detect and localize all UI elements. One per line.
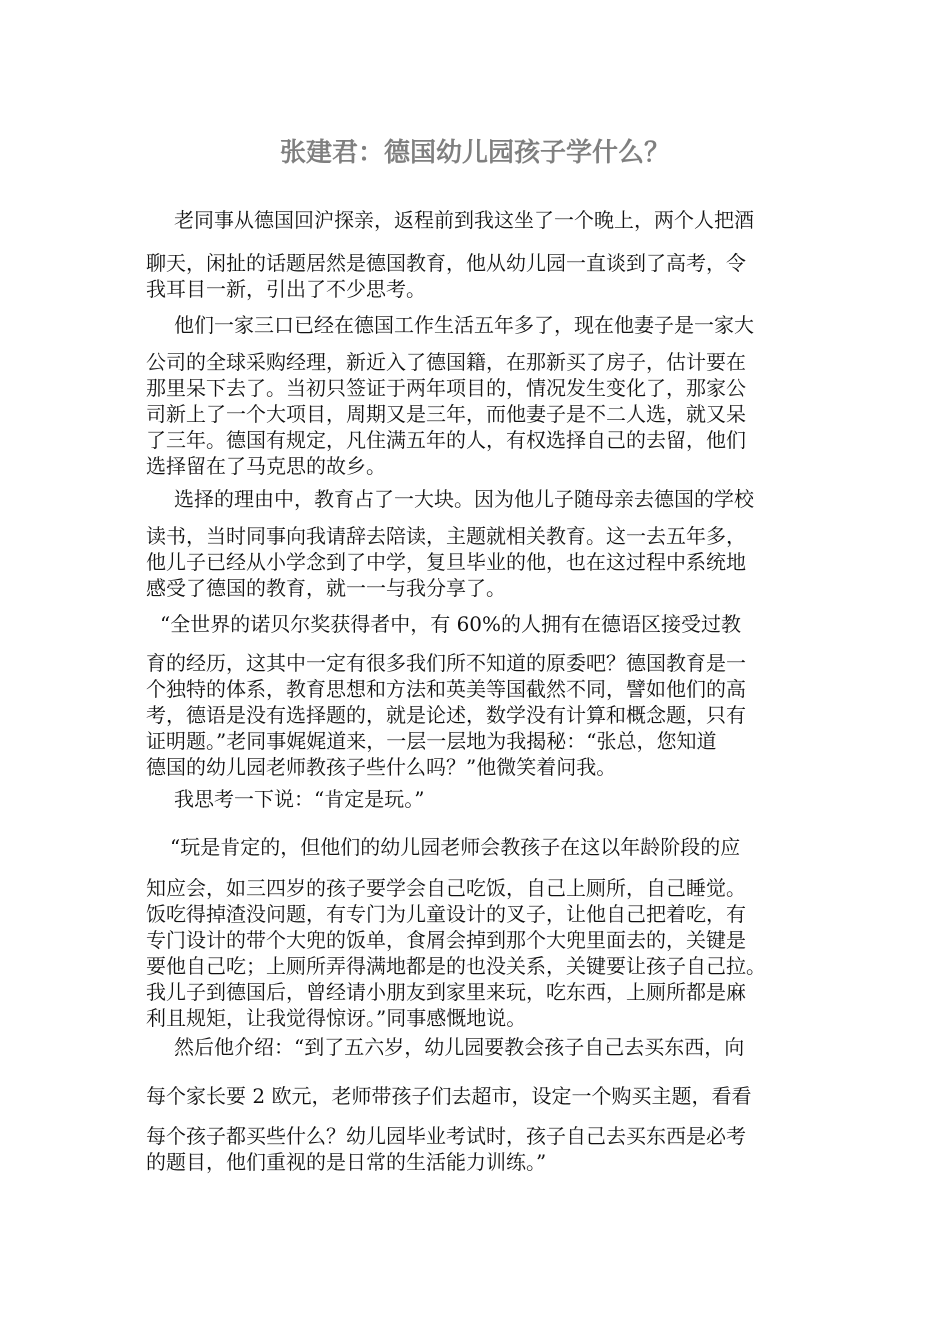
paragraph-line: 知应会，如三四岁的孩子要学会自己吃饭，自己上厕所，自己睡觉。	[146, 876, 746, 900]
paragraph-line: 德国的幼儿园老师教孩子些什么吗？”他微笑着问我。	[146, 755, 617, 779]
paragraph-line: 我思考一下说：“肯定是玩。”	[174, 787, 425, 811]
paragraph-line: 他们一家三口已经在德国工作生活五年多了，现在他妻子是一家大	[174, 313, 754, 337]
paragraph-line: 选择留在了马克思的故乡。	[146, 454, 386, 478]
paragraph-line: 个独特的体系，教育思想和方法和英美等国截然不同，譬如他们的高	[146, 677, 746, 701]
paragraph-line: 饭吃得掉渣没问题，有专门为儿童设计的叉子，让他自己把着吃，有	[146, 902, 746, 926]
paragraph-line: 育的经历，这其中一定有很多我们所不知道的原委吧？德国教育是一	[146, 651, 746, 675]
paragraph-line: 每个家长要 2 欧元，老师带孩子们去超市，设定一个购买主题，看看	[146, 1084, 752, 1108]
paragraph-line: “全世界的诺贝尔奖获得者中，有 60%的人拥有在德语区接受过教	[160, 612, 742, 636]
paragraph-line: 那里呆下去了。当初只签证于两年项目的，情况发生变化了，那家公	[146, 376, 746, 400]
paragraph-line: 的题目，他们重视的是日常的生活能力训练。”	[146, 1150, 547, 1174]
paragraph-line: 公司的全球采购经理，新近入了德国籍，在那新买了房子，估计要在	[146, 350, 746, 374]
paragraph-line: 考，德语是没有选择题的，就是论述，数学没有计算和概念题，只有	[146, 703, 746, 727]
paragraph-line: 读书，当时同事向我请辞去陪读，主题就相关教育。这一去五年多，	[146, 524, 746, 548]
paragraph-line: 我耳目一新，引出了不少思考。	[146, 277, 426, 301]
paragraph-line: 证明题。”老同事娓娓道来，一层一层地为我揭秘：“张总，您知道	[146, 729, 717, 753]
paragraph-line: 了三年。德国有规定，凡住满五年的人，有权选择自己的去留，他们	[146, 428, 746, 452]
paragraph-line: “玩是肯定的，但他们的幼儿园老师会教孩子在这以年龄阶段的应	[170, 835, 741, 859]
paragraph-line: 聊天，闲扯的话题居然是德国教育，他从幼儿园一直谈到了高考，令	[146, 251, 746, 275]
paragraph-line: 选择的理由中，教育占了一大块。因为他儿子随母亲去德国的学校	[174, 487, 754, 511]
paragraph-line: 专门设计的带个大兜的饭单，食屑会掉到那个大兜里面去的，关键是	[146, 928, 746, 952]
paragraph-line: 他儿子已经从小学念到了中学，复旦毕业的他，也在这过程中系统地	[146, 550, 746, 574]
paragraph-line: 利且规矩，让我觉得惊讶。”同事感慨地说。	[146, 1006, 527, 1030]
paragraph-line: 司新上了一个大项目，周期又是三年，而他妻子是不二人选，就又呆	[146, 402, 746, 426]
paragraph-line: 每个孩子都买些什么？幼儿园毕业考试时，孩子自己去买东西是必考	[146, 1124, 746, 1148]
paragraph-line: 要他自己吃；上厕所弄得满地都是的也没关系，关键要让孩子自己拉。	[146, 954, 766, 978]
paragraph-line: 然后他介绍：“到了五六岁，幼儿园要教会孩子自己去买东西，向	[174, 1035, 745, 1059]
document-title: 张建君：德国幼儿园孩子学什么？	[279, 138, 670, 168]
paragraph-line: 我儿子到德国后，曾经请小朋友到家里来玩，吃东西，上厕所都是麻	[146, 980, 746, 1004]
paragraph-line: 老同事从德国回沪探亲，返程前到我这坐了一个晚上，两个人把酒	[174, 208, 754, 232]
paragraph-line: 感受了德国的教育，就一一与我分享了。	[146, 576, 506, 600]
